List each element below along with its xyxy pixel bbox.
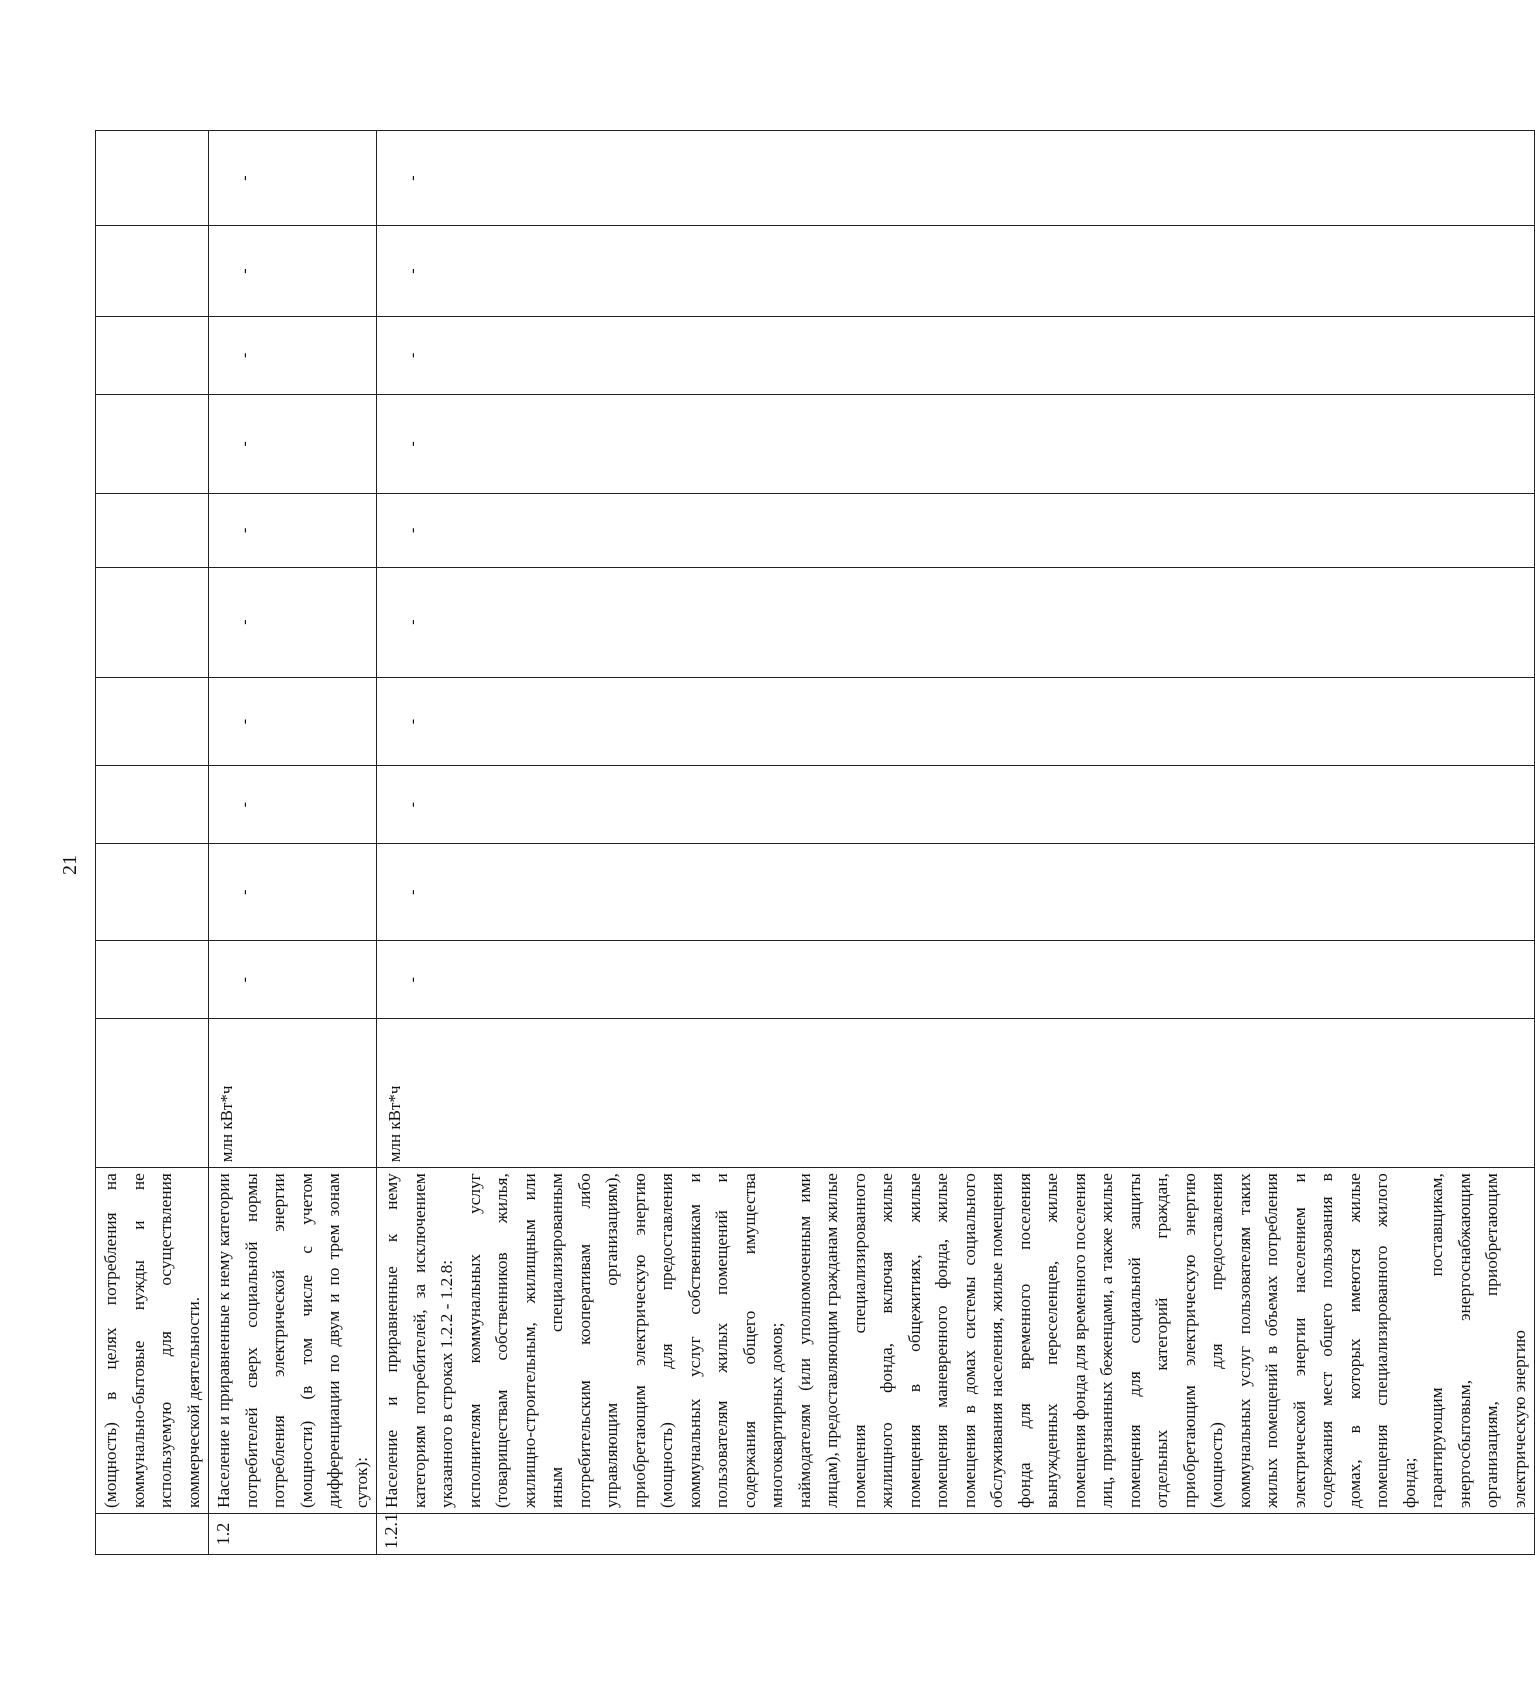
value-cell: - — [209, 316, 377, 394]
value-cell: - — [377, 131, 1535, 226]
row-number: 1.2.1 — [377, 1513, 1535, 1554]
value-cell: - — [377, 844, 1535, 941]
description-paragraph: Население и приравненные к нему категориям потребителей, за исключением указанного в строках 1.2.2 - 1.2.8: — [382, 1173, 456, 1508]
value-cell: - — [209, 394, 377, 493]
table-row — [209, 131, 377, 1555]
value-cell: - — [377, 766, 1535, 844]
value-cell: - — [377, 394, 1535, 493]
value-cell — [96, 844, 209, 941]
value-cell — [96, 131, 209, 226]
rotated-table-container — [95, 135, 1529, 1555]
value-cell — [96, 394, 209, 493]
value-cell: - — [209, 766, 377, 844]
value-cell: - — [209, 567, 377, 677]
row-description: (мощность) в целях потребления на коммунально-бытовые нужды и не используемую для осуществления коммерческой деятельности. — [96, 1168, 209, 1514]
value-cell: - — [377, 316, 1535, 394]
tariff-table — [95, 130, 1535, 1555]
value-cell: - — [209, 131, 377, 226]
page-number: 21 — [59, 855, 81, 875]
description-paragraph: исполнителям коммунальных услуг (товариществам собственников жилья, жилищно-строительным, жилищным или иным специализированным потребительским кооперативам либо управляющим организациям), приобретающим электрическую энергию (мощность) для предоставления коммунальных услуг собственникам и пользователям жилых помещений и содержания общего имущества многоквартирных домов; — [464, 1173, 786, 1508]
value-cell — [96, 766, 209, 844]
value-cell: - — [209, 494, 377, 567]
value-cell: - — [209, 226, 377, 317]
row-unit: млн кВт*ч — [209, 1019, 377, 1168]
row-description — [377, 1168, 1535, 1514]
row-number — [96, 1513, 209, 1554]
value-cell: - — [209, 941, 377, 1019]
value-cell — [96, 567, 209, 677]
value-cell — [96, 494, 209, 567]
row-number: 1.2 — [209, 1513, 377, 1554]
description-paragraph: гарантирующим поставщикам, энергосбытовым, энергоснабжающим организациям, приобретающим электрическую энергию — [1427, 1173, 1529, 1508]
value-cell: - — [377, 567, 1535, 677]
row-unit — [96, 1019, 209, 1168]
value-cell — [96, 316, 209, 394]
value-cell — [96, 677, 209, 766]
value-cell: - — [209, 677, 377, 766]
value-cell: - — [209, 844, 377, 941]
description-paragraph: наймодателям (или уполномоченным ими лицам), предоставляющим гражданам жилые помещения специализированного жилищного фонда, включая жилые помещения в общежитиях, жилые помещения маневренного фонда, жилые помещения в домах системы социального обслуживания населения, жилые помещения фонда для временного поселения вынужденных переселенцев, жилые помещения фонда для временного поселения лиц, признанных беженцами, а также жилые помещения для социальной защиты отдельных категорий граждан, приобретающим электрическую энергию (мощность) для предоставления коммунальных услуг пользователям таких жилых помещений в объемах потребления электрической энергии населением и содержания мест общего пользования в домах, в которых имеются жилые помещения специализированного жилого фонда; — [794, 1173, 1419, 1508]
value-cell: - — [377, 677, 1535, 766]
value-cell — [96, 226, 209, 317]
value-cell: - — [377, 494, 1535, 567]
table-row — [96, 131, 209, 1555]
value-cell: - — [377, 941, 1535, 1019]
value-cell: - — [377, 226, 1535, 317]
row-description: Население и приравненные к нему категории потребителей сверх социальной нормы потребления электрической энергии (мощности) (в том числе с учетом дифференциации по двум и по трем зонам суток): — [209, 1168, 377, 1514]
value-cell — [96, 941, 209, 1019]
table-row — [377, 131, 1535, 1555]
row-unit: млн кВт*ч — [377, 1019, 1535, 1168]
